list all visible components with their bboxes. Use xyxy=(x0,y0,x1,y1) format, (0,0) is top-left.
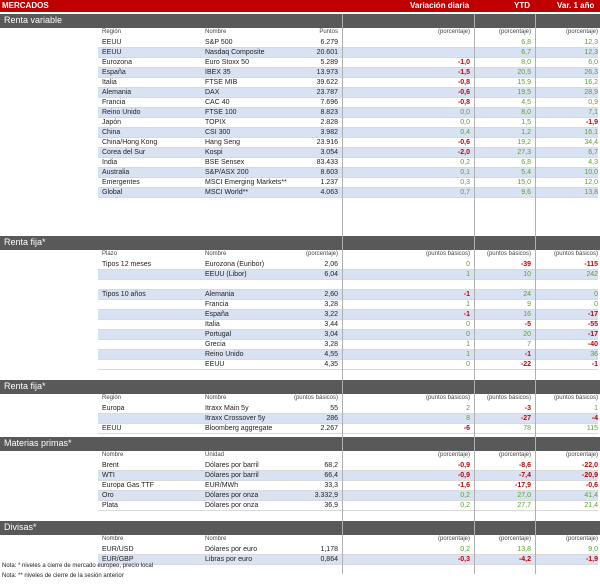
row-value: 8 xyxy=(466,415,470,422)
row-value: 3,22 xyxy=(324,311,338,318)
row-value: -6 xyxy=(463,425,470,432)
row-value: -0,6 xyxy=(457,89,470,96)
row-value: 21,4 xyxy=(584,502,598,509)
row-label: China/Hong Kong xyxy=(102,139,158,146)
row-value: 13,8 xyxy=(584,189,598,196)
row-value: 6,0 xyxy=(588,59,598,66)
row-value: 8,0 xyxy=(521,59,531,66)
row-value: -0,9 xyxy=(457,462,470,469)
row-value: 7 xyxy=(527,341,531,348)
column-header: (puntos básicos) xyxy=(425,251,470,257)
row-label: Euro Stoxx 50 xyxy=(205,59,249,66)
column-separator xyxy=(474,14,475,574)
row-value: 8.823 xyxy=(320,109,338,116)
row-value: 9 xyxy=(527,301,531,308)
row-value: -0,6 xyxy=(585,482,598,489)
row-value: -1,0 xyxy=(457,59,470,66)
row-divider xyxy=(98,299,598,300)
row-value: 6,04 xyxy=(324,271,338,278)
row-value: -1,9 xyxy=(585,119,598,126)
row-value: 1 xyxy=(466,351,470,358)
column-header: Nombre xyxy=(205,251,227,257)
row-value: 2.828 xyxy=(320,119,338,126)
column-header: (porcentaje) xyxy=(498,536,531,542)
header-bar xyxy=(0,0,600,12)
row-value: 66,4 xyxy=(324,472,338,479)
row-value: 78 xyxy=(523,425,531,432)
row-label: S&P 500 xyxy=(205,39,233,46)
row-value: -4 xyxy=(591,415,598,422)
section-title: Materias primas* xyxy=(4,438,72,448)
row-value: 2.267 xyxy=(320,425,338,432)
row-value: -115 xyxy=(584,261,598,268)
column-header: (porcentaje) xyxy=(498,29,531,35)
row-label: Alemania xyxy=(205,291,235,298)
row-label: WTI xyxy=(102,472,115,479)
column-header: Unidad xyxy=(205,452,225,458)
column-header: (puntos básicos) xyxy=(486,251,531,257)
row-value: 0 xyxy=(594,291,598,298)
row-value: -2,0 xyxy=(457,149,470,156)
row-divider xyxy=(98,510,598,511)
row-value: -4,2 xyxy=(518,556,531,563)
row-value: 12,0 xyxy=(584,179,598,186)
row-label: Japón xyxy=(102,119,122,126)
row-value: 55 xyxy=(330,405,338,412)
row-value: -1,6 xyxy=(457,482,470,489)
row-value: 1 xyxy=(466,271,470,278)
row-value: 16,1 xyxy=(584,129,598,136)
row-value: 13.973 xyxy=(316,69,338,76)
row-label: Reino Unido xyxy=(102,109,141,116)
row-label: Grecia xyxy=(205,341,226,348)
row-value: 19,5 xyxy=(517,89,531,96)
row-value: 0,2 xyxy=(460,546,470,553)
row-label: Tipos 10 años xyxy=(102,291,146,298)
row-value: 33,3 xyxy=(324,482,338,489)
row-label: S&P/ASX 200 xyxy=(205,169,249,176)
row-label: EEUU xyxy=(102,425,122,432)
row-value: 9,6 xyxy=(521,189,531,196)
row-value: 3,44 xyxy=(324,321,338,328)
row-value: 0 xyxy=(594,301,598,308)
row-divider xyxy=(98,369,598,370)
section-title-bar xyxy=(0,437,600,451)
column-header: Nombre xyxy=(205,29,227,35)
row-value: 41,4 xyxy=(584,492,598,499)
header-title: MERCADOS xyxy=(2,1,49,10)
column-header: (puntos básicos) xyxy=(553,395,598,401)
row-value: 1,5 xyxy=(521,119,531,126)
row-label: España xyxy=(102,69,126,76)
row-value: 6,8 xyxy=(521,39,531,46)
row-value: 0,7 xyxy=(460,189,470,196)
row-value: 2,60 xyxy=(324,291,338,298)
row-value: 27,7 xyxy=(517,502,531,509)
row-value: 16,2 xyxy=(584,79,598,86)
row-value: -17 xyxy=(587,331,598,338)
row-value: 16 xyxy=(523,311,531,318)
header-ytd: YTD xyxy=(514,1,530,10)
row-value: 4.063 xyxy=(320,189,338,196)
row-divider xyxy=(98,197,598,198)
row-value: 12,3 xyxy=(584,49,598,56)
row-label: Eurozona (Euribor) xyxy=(205,261,265,268)
row-value: -17,9 xyxy=(515,482,531,489)
row-label: Dólares por barril xyxy=(205,472,259,479)
row-label: Oro xyxy=(102,492,114,499)
row-label: EEUU xyxy=(102,39,122,46)
row-value: -5 xyxy=(524,321,531,328)
row-label: EEUU (Libor) xyxy=(205,271,247,278)
row-value: 15,9 xyxy=(517,79,531,86)
row-value: -0,3 xyxy=(457,556,470,563)
row-value: 8.603 xyxy=(320,169,338,176)
row-value: 5,4 xyxy=(521,169,531,176)
row-label: Eurozona xyxy=(102,59,132,66)
section-title: Renta fija* xyxy=(4,381,46,391)
row-label: Europa xyxy=(102,405,125,412)
column-header: (porcentaje) xyxy=(437,452,470,458)
row-divider xyxy=(98,339,598,340)
row-value: 0,0 xyxy=(460,109,470,116)
row-label: Brent xyxy=(102,462,119,469)
row-value: 23.787 xyxy=(316,89,338,96)
row-value: -0,8 xyxy=(457,79,470,86)
row-label: Emergentes xyxy=(102,179,140,186)
row-label: Italia xyxy=(102,79,117,86)
section-title-bar xyxy=(0,380,600,394)
row-value: -39 xyxy=(520,261,531,268)
row-value: 9,0 xyxy=(588,546,598,553)
row-label: MSCI World** xyxy=(205,189,249,196)
row-value: -1 xyxy=(591,361,598,368)
section-title: Renta variable xyxy=(4,15,63,25)
row-value: 7,1 xyxy=(588,109,598,116)
row-value: 0,2 xyxy=(460,492,470,499)
column-header: Nombre xyxy=(102,452,124,458)
row-value: -8,6 xyxy=(518,462,531,469)
row-label: Dólares por euro xyxy=(205,546,258,553)
row-label: España xyxy=(205,311,229,318)
row-label: Dólares por onza xyxy=(205,492,259,499)
row-label: EUR/GBP xyxy=(102,556,134,563)
row-label: Hang Seng xyxy=(205,139,241,146)
section-title-bar xyxy=(0,521,600,535)
row-value: -40 xyxy=(587,341,598,348)
row-value: 34,4 xyxy=(584,139,598,146)
row-value: 13,8 xyxy=(517,546,531,553)
column-header: (porcentaje) xyxy=(437,29,470,35)
row-value: -0,9 xyxy=(457,472,470,479)
row-value: -1 xyxy=(524,351,531,358)
row-value: 0,864 xyxy=(320,556,338,563)
column-header: (puntos básicos) xyxy=(425,395,470,401)
column-header: (porcentaje) xyxy=(565,29,598,35)
row-label: EEUU xyxy=(205,361,225,368)
row-value: 23.916 xyxy=(316,139,338,146)
row-value: 6,7 xyxy=(521,49,531,56)
row-label: Global xyxy=(102,189,123,196)
row-divider xyxy=(98,279,598,280)
column-header: (puntos básicos) xyxy=(486,395,531,401)
row-label: Francia xyxy=(205,301,229,308)
row-value: 1,2 xyxy=(521,129,531,136)
row-value: 2,06 xyxy=(324,261,338,268)
row-value: -17 xyxy=(587,311,598,318)
row-value: -27 xyxy=(520,415,531,422)
row-label: Itraxx Main 5y xyxy=(205,405,249,412)
row-divider xyxy=(98,319,598,320)
row-label: Plata xyxy=(102,502,118,509)
column-header: Nombre xyxy=(205,536,227,542)
column-header: Región xyxy=(102,395,122,401)
row-value: -1,9 xyxy=(585,556,598,563)
row-label: Portugal xyxy=(205,331,232,338)
row-label: BSE Sensex xyxy=(205,159,245,166)
row-value: -20,9 xyxy=(582,472,598,479)
row-value: 3.982 xyxy=(320,129,338,136)
row-value: 1 xyxy=(466,301,470,308)
row-divider xyxy=(98,564,598,565)
row-value: -3 xyxy=(524,405,531,412)
row-label: FTSE 100 xyxy=(205,109,237,116)
row-value: 286 xyxy=(326,415,338,422)
row-value: 0 xyxy=(466,261,470,268)
row-value: 0,1 xyxy=(460,169,470,176)
row-value: 3,28 xyxy=(324,341,338,348)
row-value: 4,35 xyxy=(324,361,338,368)
row-label: Itraxx Crossover 5y xyxy=(205,415,266,422)
row-value: 1.237 xyxy=(320,179,338,186)
row-label: Libras por euro xyxy=(205,556,253,563)
row-value: 83.433 xyxy=(316,159,338,166)
row-value: -22,0 xyxy=(582,462,598,469)
section-title-bar xyxy=(0,14,600,28)
row-value: 4,3 xyxy=(588,159,598,166)
row-value: 115 xyxy=(586,425,598,432)
header-daily: Variación diaria xyxy=(410,1,470,10)
row-value: -7,4 xyxy=(518,472,531,479)
row-label: Dólares por barril xyxy=(205,462,259,469)
column-header: (puntos básicos) xyxy=(553,251,598,257)
row-label: EEUU xyxy=(102,49,122,56)
row-value: 6,7 xyxy=(588,149,598,156)
row-label: Francia xyxy=(102,99,126,106)
row-label: IBEX 35 xyxy=(205,69,231,76)
row-value: 68,2 xyxy=(324,462,338,469)
row-label: Corea del Sur xyxy=(102,149,146,156)
row-value: 0,2 xyxy=(460,502,470,509)
row-value: 10 xyxy=(523,271,531,278)
row-value: 6,8 xyxy=(521,159,531,166)
row-value: 1 xyxy=(594,405,598,412)
row-value: 19,2 xyxy=(517,139,531,146)
row-value: 8,0 xyxy=(521,109,531,116)
row-value: 0 xyxy=(466,331,470,338)
row-value: 3,04 xyxy=(324,331,338,338)
row-label: CSI 300 xyxy=(205,129,231,136)
column-header: (puntos básicos) xyxy=(293,395,338,401)
row-value: -0,6 xyxy=(457,139,470,146)
row-value: 242 xyxy=(586,271,598,278)
row-label: Nasdaq Composite xyxy=(205,49,265,56)
row-label: Tipos 12 meses xyxy=(102,261,152,268)
section-title-bar xyxy=(0,236,600,250)
row-value: -55 xyxy=(587,321,598,328)
row-label: DAX xyxy=(205,89,220,96)
row-value: 0,4 xyxy=(460,129,470,136)
row-label: Reino Unido xyxy=(205,351,244,358)
row-value: 1 xyxy=(466,341,470,348)
header-year: Var. 1 año xyxy=(557,1,595,10)
row-value: 27,3 xyxy=(517,149,531,156)
row-label: Alemania xyxy=(102,89,132,96)
section-title: Divisas* xyxy=(4,522,37,532)
column-header: Nombre xyxy=(102,536,124,542)
row-value: 0,9 xyxy=(588,99,598,106)
row-label: Bloomberg aggregate xyxy=(205,425,273,432)
column-header: (porcentaje) xyxy=(437,536,470,542)
row-label: CAC 40 xyxy=(205,99,230,106)
row-label: FTSE MIB xyxy=(205,79,238,86)
row-label: India xyxy=(102,159,118,166)
row-label: Italia xyxy=(205,321,220,328)
row-value: 10,0 xyxy=(584,169,598,176)
row-value: 3.054 xyxy=(320,149,338,156)
row-value: 1,178 xyxy=(320,546,338,553)
row-value: 24 xyxy=(523,291,531,298)
row-value: -1 xyxy=(463,291,470,298)
row-value: 27,0 xyxy=(517,492,531,499)
column-header: (porcentaje) xyxy=(565,536,598,542)
row-value: 0,3 xyxy=(460,179,470,186)
row-value: 12,3 xyxy=(584,39,598,46)
column-header: Nombre xyxy=(205,395,227,401)
row-value: 6.279 xyxy=(320,39,338,46)
column-header: Región xyxy=(102,29,122,35)
row-value: 20 xyxy=(523,331,531,338)
footnote: Nota: * niveles a cierre de mercado europeo, precio local xyxy=(2,563,154,569)
row-value: -0,8 xyxy=(457,99,470,106)
row-value: 15,0 xyxy=(517,179,531,186)
row-value: 20.601 xyxy=(316,49,338,56)
row-value: 0 xyxy=(466,361,470,368)
row-value: 39.622 xyxy=(316,79,338,86)
row-stripe xyxy=(98,350,598,359)
row-value: -1 xyxy=(463,311,470,318)
row-value: 0 xyxy=(466,321,470,328)
row-value: 3.332,9 xyxy=(314,492,338,499)
row-value: 4,5 xyxy=(521,99,531,106)
row-value: 4,55 xyxy=(324,351,338,358)
row-value: 5.289 xyxy=(320,59,338,66)
column-header: (porcentaje) xyxy=(305,251,338,257)
row-value: 2 xyxy=(466,405,470,412)
row-value: 0,2 xyxy=(460,159,470,166)
row-value: -1,5 xyxy=(457,69,470,76)
column-header: Plazo xyxy=(102,251,118,257)
row-value: 28,9 xyxy=(584,89,598,96)
column-header: (porcentaje) xyxy=(498,452,531,458)
row-label: MSCI Emerging Markets** xyxy=(205,179,287,186)
column-separator xyxy=(535,14,536,574)
row-label: Dólares por onza xyxy=(205,502,259,509)
section-title: Renta fija* xyxy=(4,237,46,247)
row-label: Australia xyxy=(102,169,130,176)
row-value: 3,28 xyxy=(324,301,338,308)
row-value: -22 xyxy=(520,361,531,368)
row-value: 7.696 xyxy=(320,99,338,106)
column-separator xyxy=(342,14,343,574)
row-value: 20,5 xyxy=(517,69,531,76)
row-label: EUR/MWh xyxy=(205,482,239,489)
row-value: 0,0 xyxy=(460,119,470,126)
row-label: Europa Gas TTF xyxy=(102,482,155,489)
row-value: 36,9 xyxy=(324,502,338,509)
row-value: 36 xyxy=(590,351,598,358)
row-label: China xyxy=(102,129,121,136)
column-header: (porcentaje) xyxy=(565,452,598,458)
row-label: EUR/USD xyxy=(102,546,134,553)
row-value: 26,3 xyxy=(584,69,598,76)
column-header: Puntos xyxy=(319,29,338,35)
row-label: TOPIX xyxy=(205,119,226,126)
footnote: Nota: ** niveles de cierre de la sesión anterior xyxy=(2,573,124,579)
row-label: Kospi xyxy=(205,149,223,156)
row-divider xyxy=(98,433,598,434)
